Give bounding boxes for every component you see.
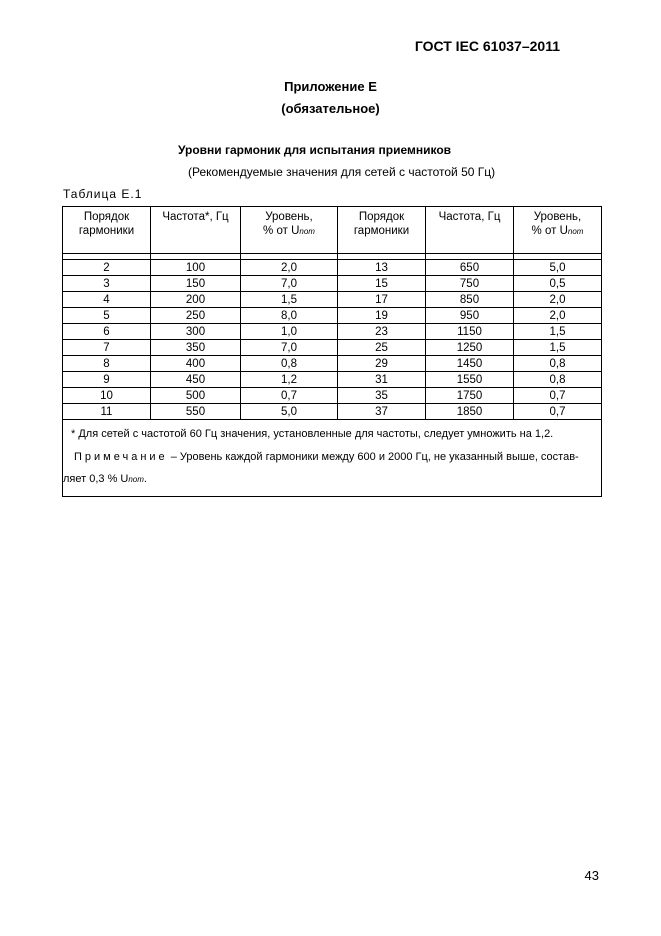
table-cell: 17 [338,292,426,308]
table-row [63,276,602,292]
table-cell: 2,0 [241,260,338,276]
table-cell: 400 [151,356,241,372]
table-cell: 7 [63,340,151,356]
table-cell: 7,0 [241,276,338,292]
note-label: Примечание [74,451,168,463]
table-label: Таблица Е.1 [63,187,143,201]
table-cell: 500 [151,388,241,404]
table-cell: 2,0 [514,292,602,308]
table-cell: 0,5 [514,276,602,292]
table-cell: 13 [338,260,426,276]
table-cell: 150 [151,276,241,292]
table-cell: 31 [338,372,426,388]
table-cell: 5,0 [241,404,338,420]
table-cell: 0,8 [514,356,602,372]
table-cell: 1150 [426,324,514,340]
table-row [63,404,602,420]
table-cell: 0,7 [241,388,338,404]
header-frequency-2: Частота, Гц [426,207,514,254]
table-cell: 2,0 [514,308,602,324]
table-cell: 5 [63,308,151,324]
header-order-2: Порядок гармоники [338,207,426,254]
table-row [63,260,602,276]
note-line-1: Примечание – Уровень каждой гармоники между 600 и 2000 Гц, не указанный выше, состав- [74,451,579,463]
table-cell: 0,7 [514,388,602,404]
standard-designation: ГОСТ IEC 61037–2011 [414,38,560,54]
table-row [63,356,602,372]
table-row [63,292,602,308]
table-cell: 35 [338,388,426,404]
table-cell: 650 [426,260,514,276]
table-cell: 1750 [426,388,514,404]
table-cell: 950 [426,308,514,324]
header-order: Порядок гармоники [63,207,151,254]
table-row [63,388,602,404]
table-cell: 1,5 [514,324,602,340]
table-cell: 100 [151,260,241,276]
table-cell: 5,0 [514,260,602,276]
table-cell: 37 [338,404,426,420]
table-cell: 15 [338,276,426,292]
table-cell: 7,0 [241,340,338,356]
notes-row [63,420,602,497]
header-frequency-star: Частота*, Гц [151,207,241,254]
table-cell: 23 [338,324,426,340]
table-cell: 1550 [426,372,514,388]
appendix-status: (обязательное) [281,101,380,116]
table-row [63,308,602,324]
table-row [63,324,602,340]
table-row [63,340,602,356]
table-cell: 10 [63,388,151,404]
table-cell: 300 [151,324,241,340]
table-cell: 550 [151,404,241,420]
table-cell: 2 [63,260,151,276]
table-cell: 1,5 [514,340,602,356]
table-cell: 29 [338,356,426,372]
table-cell: 200 [151,292,241,308]
table-cell: 350 [151,340,241,356]
table-cell: 1,0 [241,324,338,340]
footnote: * Для сетей с частотой 60 Гц значения, установленные для частоты, следует умножить на 1,2. [71,428,554,440]
table-cell: 11 [63,404,151,420]
table-cell: 250 [151,308,241,324]
harmonics-table [62,206,602,497]
table-row [63,372,602,388]
table-cell: 19 [338,308,426,324]
table-cell: 1250 [426,340,514,356]
table-cell: 750 [426,276,514,292]
table-cell: 9 [63,372,151,388]
table-cell: 8,0 [241,308,338,324]
table-cell: 450 [151,372,241,388]
table-cell: 0,8 [241,356,338,372]
table-cell: 1,2 [241,372,338,388]
section-subtitle: (Рекомендуемые значения для сетей с частотой 50 Гц) [188,165,496,179]
table-cell: 0,8 [514,372,602,388]
table-cell: 25 [338,340,426,356]
table-cell: 0,7 [514,404,602,420]
table-cell: 4 [63,292,151,308]
note-line-2: ляет 0,3 % Unom. [63,473,147,485]
table-cell: 1850 [426,404,514,420]
table-cell: 8 [63,356,151,372]
table-cell: 6 [63,324,151,340]
page-number: 43 [584,868,599,883]
table-cell: 1450 [426,356,514,372]
table-header-row [63,207,602,254]
table-cell: 1,5 [241,292,338,308]
header-level-2: Уровень, % от Unom [514,207,602,254]
table-cell: 3 [63,276,151,292]
section-title: Уровни гармоник для испытания приемников [178,143,452,157]
appendix-title: Приложение Е [284,79,377,94]
header-level: Уровень, % от Unom [241,207,338,254]
table-cell: 850 [426,292,514,308]
